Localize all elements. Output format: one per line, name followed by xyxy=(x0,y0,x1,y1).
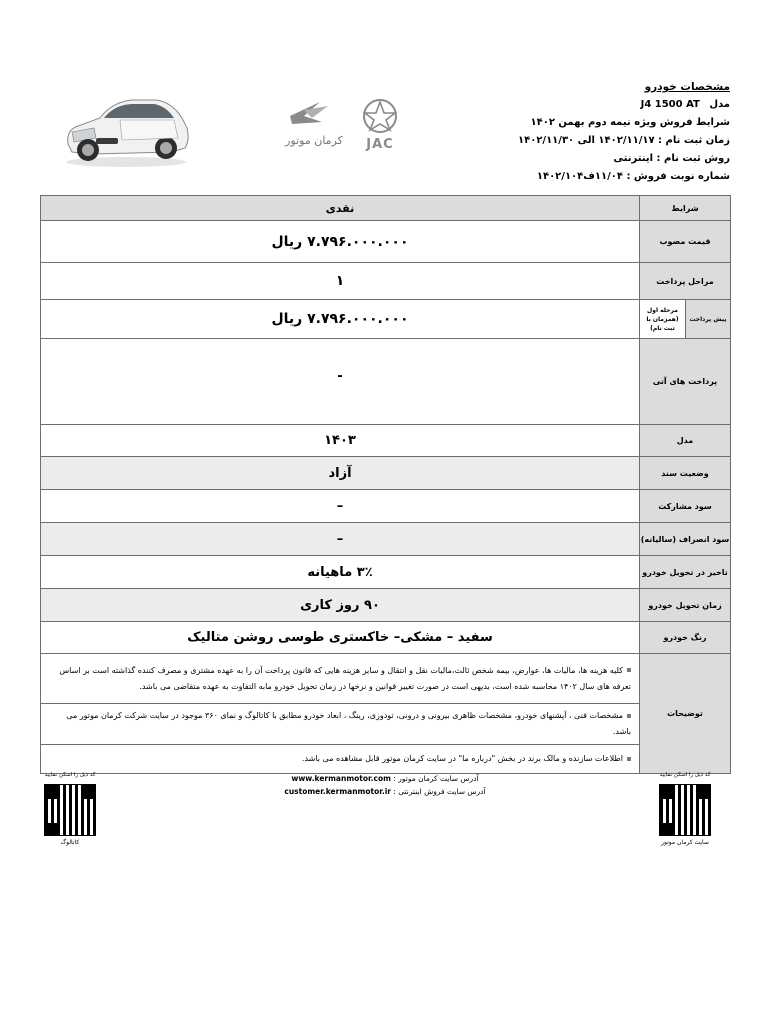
payment-stages-value: ۱ xyxy=(41,263,640,300)
future-payments-value: - xyxy=(41,339,640,425)
note-text: مشخصات فنی ، آپشنهای خودرو، مشخصات ظاهری بیرونی و درونی، تودوزی، رینگ ، ابعاد خودرو مطابق با کاتالوگ و نمای ۳۶۰ موجود در سایت شرکت کرمان موتور می باشد. xyxy=(66,711,631,736)
participation-profit-value: – xyxy=(41,490,640,523)
table-row xyxy=(41,457,731,490)
delivery-time-label: زمان تحویل خودرو xyxy=(640,589,731,622)
notes-row xyxy=(41,654,731,704)
brand-latin-text: JAC xyxy=(366,137,394,152)
table-row xyxy=(41,425,731,457)
notes-row xyxy=(41,704,731,745)
car-color-label: رنگ خودرو xyxy=(640,622,731,654)
qr-code-icon[interactable] xyxy=(44,784,96,836)
table-header-row xyxy=(41,196,731,221)
site-address-line xyxy=(220,772,550,785)
sales-label: آدرس سایت فروش اینترنتی : xyxy=(393,787,486,796)
sales-address-line xyxy=(220,785,550,798)
qr-site-name: سایت کرمان موتور xyxy=(661,839,709,846)
document-status-value: آزاد xyxy=(41,457,640,490)
notes-row xyxy=(41,745,731,774)
note-item xyxy=(41,745,640,774)
model-line xyxy=(410,96,730,114)
table-row xyxy=(41,490,731,523)
qr-site-block xyxy=(650,772,720,846)
table-row xyxy=(41,523,731,556)
table-row xyxy=(41,339,731,425)
car-image xyxy=(60,88,192,170)
prepayment-sublabel xyxy=(640,300,686,339)
site-label: آدرس سایت کرمان موتور : xyxy=(393,774,479,783)
header-info xyxy=(410,78,730,186)
prepayment-stage-title: مرحله اول xyxy=(647,306,678,314)
page-title: مشخصات خودرو xyxy=(644,81,730,93)
model-year-value: ۱۴۰۳ xyxy=(41,425,640,457)
model-year-label: مدل xyxy=(640,425,731,457)
table-row xyxy=(41,221,731,263)
bullet-icon xyxy=(627,714,631,718)
qr-catalog-caption: کد ذیل را اسکن نمایید xyxy=(44,772,96,778)
table-row xyxy=(41,589,731,622)
sales-url-link[interactable]: customer.kermanmotor.ir xyxy=(284,787,391,796)
cancellation-profit-value: – xyxy=(41,523,640,556)
car-color-value: سفید – مشکی– خاکستری طوسی روشن متالیک xyxy=(41,622,640,654)
notes-label: توضیحات xyxy=(640,654,731,774)
prepayment-stage-note: (همزمان با ثبت نام) xyxy=(646,315,679,332)
sale-conditions: شرایط فروش ویژه نیمه دوم بهمن ۱۴۰۲ xyxy=(530,117,730,128)
bullet-icon xyxy=(627,668,631,672)
site-url-link[interactable]: www.kermanmotor.com xyxy=(291,774,391,783)
future-payments-label: پرداخت های آتی xyxy=(640,339,731,425)
header-label: شرایط xyxy=(640,196,731,221)
delivery-time-value: ۹۰ روز کاری xyxy=(41,589,640,622)
prepayment-label: پیش پرداخت xyxy=(686,300,731,339)
brand-logo xyxy=(282,98,412,158)
cancellation-profit-label: سود انصراف (سالیانه) xyxy=(640,523,731,556)
note-text: کلیه هزینه ها، مالیات ها، عوارض، بیمه شخص ثالث،مالیات نقل و انتقال و سایر هزینه هایی که قانون پرداخت آن را به عهده مشتری و مصرف کننده گذاشته است بر اساس تعرفه های سال ۱۴۰۲ محاسبه شده است، بدیهی است در صورت تغییر قوانین و نرخها در زمان تحویل خودرو مابه التفاوت به عهده متقاضی می باشد. xyxy=(59,665,631,691)
model-label: مدل xyxy=(709,99,730,110)
payment-stages-label: مراحل پرداخت xyxy=(640,263,731,300)
qr-code-icon[interactable] xyxy=(659,784,711,836)
table-row xyxy=(41,300,731,339)
table-row xyxy=(41,622,731,654)
table-row xyxy=(41,556,731,589)
note-text: اطلاعات سازنده و مالک برند در بخش "درباره ما" در سایت کرمان موتور قابل مشاهده می باشد. xyxy=(301,754,623,763)
qr-catalog-name: کاتالوگ xyxy=(60,839,80,846)
delivery-delay-value: ۳٪ ماهیانه xyxy=(41,556,640,589)
bullet-icon xyxy=(627,757,631,761)
participation-profit-label: سود مشارکت xyxy=(640,490,731,523)
document-status-label: وضعیت سند xyxy=(640,457,731,490)
registration-time: زمان ثبت نام : ۱۴۰۲/۱۱/۱۷ الی ۱۴۰۲/۱۱/۳۰ xyxy=(518,135,730,146)
brand-persian-text: کرمان موتور xyxy=(285,134,343,147)
qr-catalog-block xyxy=(35,772,105,846)
approved-price-value: ۷.۷۹۶.۰۰۰.۰۰۰ ریال xyxy=(41,221,640,263)
prepayment-value: ۷.۷۹۶.۰۰۰.۰۰۰ ریال xyxy=(41,300,640,339)
registration-method: روش ثبت نام : اینترنتی xyxy=(613,153,730,164)
table-row xyxy=(41,263,731,300)
approved-price-label: قیمت مصوب xyxy=(640,221,731,263)
footer-links xyxy=(220,772,550,798)
sale-round: شماره نوبت فروش : ۱۱/۰۴ف۱۴۰۲/۱۰۴ xyxy=(536,171,730,182)
model-value: J4 1500 AT xyxy=(640,99,700,110)
delivery-delay-label: تاخیر در تحویل خودرو xyxy=(640,556,731,589)
qr-site-caption: کد ذیل را اسکن نمایید xyxy=(659,772,711,778)
header-value: نقدی xyxy=(41,196,640,221)
note-item xyxy=(41,704,640,745)
note-item xyxy=(41,654,640,704)
spec-table xyxy=(40,195,731,774)
